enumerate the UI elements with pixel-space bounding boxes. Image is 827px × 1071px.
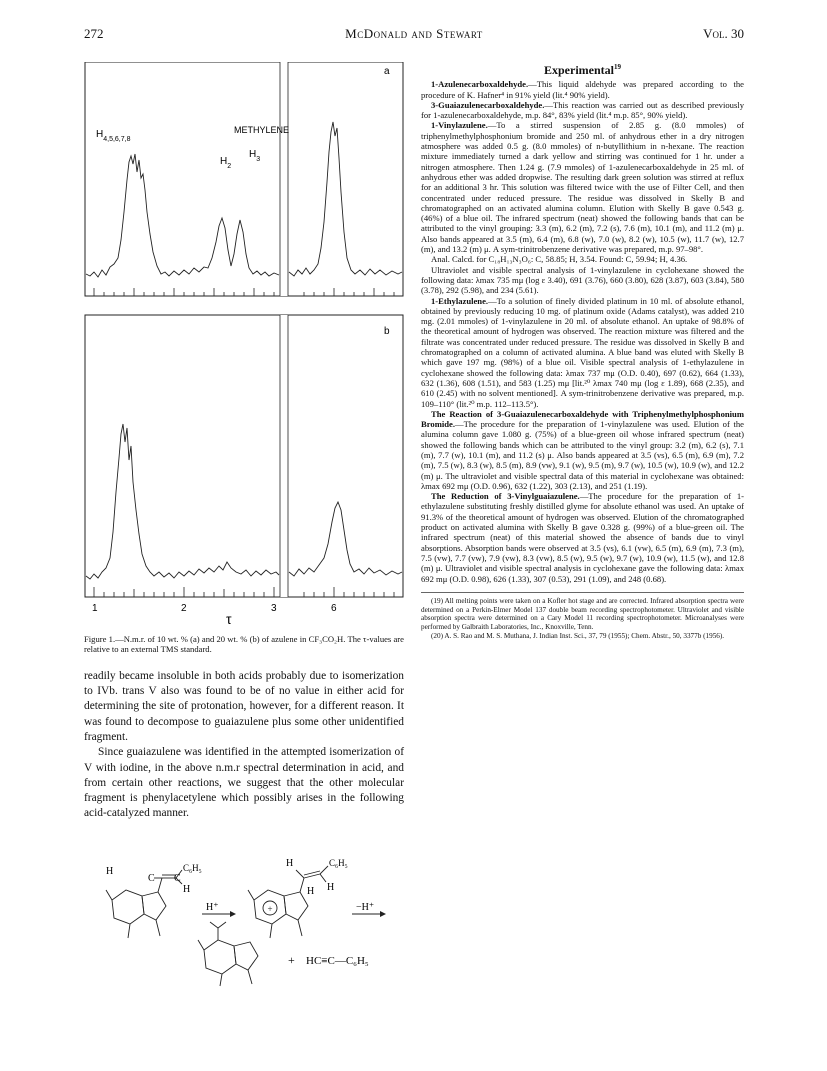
axis-tick-2: 2 [181,603,187,614]
peak-label-h45678: $H_{4,5,6,7,8}$ [96,129,131,143]
scheme-minus-h: −H⁺ [356,901,375,913]
panel-b-scale [86,587,402,597]
left-column [84,62,404,988]
methylene-trace-b [289,502,402,576]
spectrum-trace-a [86,154,279,277]
phenylacetylene-formula: HC≡C—C₆H₅ [306,954,369,967]
left-paragraph-2: Since guaiazulene was identified in the attempted isomerization of V with iodine, in the above n.m.r spectral determination in acid, and from certain other reactions, we suggest that the other molecular fragment is phenylacetylene which possibly arises in the following acid-catalyzed manner. [84,746,404,820]
azulene-structure-1 [106,870,182,938]
methylene-label: METHYLENE [234,125,290,135]
left-paragraph-1: readily became insoluble in both acids probably due to isomerization to IVb. trans V also was found to be of no value in either acid for determining the site of protonation, however, for a different reason. It was found to decompose to guaiazulene plus some other unidentified fragment. [84,669,404,743]
scheme-c6h5-mid: C₆H₅ [329,857,348,868]
experimental-para-1: 1-Azulenecarboxaldehyde.—This liquid aldehyde was prepared according to the procedure of K. Hafner⁴ in 91% yield (lit.⁴ 90% yield). [421,79,744,100]
volume-label: Vol. 30 [703,26,744,41]
page-header [84,26,744,46]
axis-tick-6: 6 [331,603,337,614]
axis-symbol: τ [226,611,232,627]
peak-label-h3: $H_3$ [249,149,261,163]
scheme-plus: + [288,952,295,967]
guaiazulene-structure [198,922,258,986]
svg-text:+: + [267,903,273,914]
scheme-h-mid3: H [307,885,315,897]
panel-b-label: b [384,326,390,337]
panel-a-scale [86,288,402,296]
footnotes [421,592,744,641]
footnote-20: (20) A. S. Rao and M. S. Muthana, J. Indian Inst. Sci., 37, 79 (1955); Chem. Abstr., 50, 3377b (1956). [431,632,725,641]
left-body-text [84,669,404,822]
reaction-scheme [84,828,404,988]
experimental-para-4: Anal. Calcd. for C₁₈H₁₃N₃O₆: C, 58.85; H, 3.54. Found: C, 59.94; H, 4.36. [431,254,688,265]
right-column [421,62,744,641]
spectrum-trace-b [86,424,279,579]
scheme-plus-h: H⁺ [206,901,219,913]
scheme-h-left2: H [183,883,191,895]
scheme-h-left: H [106,865,114,877]
methylene-trace-a [289,122,402,276]
experimental-heading: Experimental$^{19}$ [544,63,621,77]
axis-tick-1: 1 [92,603,98,614]
footnote-19: (19) All melting points were taken on a Kofler hot stage and are corrected. Infrared absorption spectra were determined on a Perkin-Elmer Model 137 double beam recording spectrophotometer. Ultraviolet and visible absorption spectra were determined on a Cary Model 11 recording spectrophotometer. Microanalyses were performed by Galbraith Laboratories, Inc., Knoxville, Tenn. [421,596,744,632]
peak-label-h2: $H_2$ [220,156,232,170]
experimental-para-2: 3-Guaiazulenecarboxaldehyde.—This reaction was carried out as described previously for 1-azulenecarboxaldehyde, m.p. 84°, 83% yield (lit.⁴ m.p. 85°, 90% yield). [421,99,744,121]
page-number: 272 [84,26,104,41]
panel-b-frame [85,315,403,597]
experimental-para-5: Ultraviolet and visible spectral analysis of 1-vinylazulene in cyclohexane showed the following data: λmax 735 mμ (log ε 3.40), 691 (3.76), 660 (3.80), 628 (3.87), 603 (3.84), 580 (3.78), 292 (5.98), and 234 (5.61). [421,264,744,296]
scheme-c6h5-left: C₆H₅ [183,862,202,873]
experimental-para-3: 1-Vinylazulene.—To a stirred suspension of 2.85 g. (8.0 mmoles) of triphenylmethylphosphonium bromide and 250 ml. of anhydrous ether in a dry nitrogen atmosphere was added 0.5 g. (8.0 mmoles) of n-butyllithium in n-hexane. The reaction mixture immediately turned a dark yellow and stirring was continued for 1 hr. under a nitrogen atmosphere. Then 1.24 g. (7.9 mmoles) of 1-azulenecarboxaldehyde in 25 ml. of anhydrous ether was added dropwise. The resulting dark green solution was stirred at reflux for an additional 3 hr. This solution was filtered twice with the use of Filter Cell, and then concentrated under reduced pressure. The residue was dissolved in Skelly B and chromatographed on an activated alumina column. Elution with Skelly B gave 0.543 g. (46%) of a blue oil. The infrared spectrum (neat) showed the following bands that can be attributed to the vinyl grouping: 3.3 (m), 6.2 (m), 7.2 (s), 7.6 (m), 10.1 (m), and 11.2 (m) μ. Also bands appeared at 3.5 (m), 6.4 (m), 6.8 (w), 7.0 (w), 8.2 (w), 10.5 (w), 11.7 (w), 12.7 (m), and 13.2 (m) μ. A sym-trinitrobenzene derivative was prepared, m.p. 97–98°. [421,120,744,255]
azulene-structure-2 [248,866,328,938]
scheme-h-mid: H [286,857,294,869]
experimental-para-7: The Reaction of 3-Guaiazulenecarboxaldehyde with Triphenylmethylphosphonium Bromide.—The procedure for the preparation of 1-vinylazulene was used. Elution of the alumina column gave 1.080 g. (75%) of a blue-green oil whose infrared spectrum (neat) showed the following bands which can be attributed to the vinyl group: 3.2 (m), 6.2 (s), 7.1 (m), 7.7 (w), 10.1 (m), and 11.2 (s) μ. Also bands appeared at 3.5 (vs), 6.5 (m), 6.9 (m), 7.2 (m), 7.5 (w), 8.3 (w), 8.5 (m), 8.9 (vw), 9.1 (w), 9.5 (m), 9.7 (w), 10.5 (w), 10.9 (w), and 12.2 (m) μ. The ultraviolet and visible spectral data of this material in cyclohexane was obtained: λmax 692 mμ (O.D. 0.96), 632 (1.22), 303 (2.13), and 251 (1.19). [421,408,744,491]
panel-a-frame [85,62,403,296]
axis-tick-3: 3 [271,603,277,614]
scheme-c-left2: C [174,872,181,884]
experimental-para-6: 1-Ethylazulene.—To a solution of finely divided platinum in 10 ml. of absolute ethanol, obtained by previously reducing 10 mg. of platinum oxide (Adams catalyst), was added 210 mg. (2.01 mmoles) of 1-vinylazulene in 20 ml. of absolute ethanol. An uptake of 98.8% of the theoretical amount of hydrogen was observed. The reaction mixture was filtered and the filtrate was concentrated under reduced pressure. The residue was dissolved in Skelly B and chromatographed on a column of activated alumina. A blue band was eluted with Skelly B which gave 197 mg. (98%) of a blue oil. Visible spectral analysis of 1-ethylazulene in cyclohexane showed the following data: λmax 737 mμ (O.D. 0.40), 697 (0.62), 664 (1.33), 632 (1.36), 608 (1.51), and 583 (1.25) mμ [lit.²⁰ λmax 740 mμ (log ε 1.89), 668 (2.35), and 610 (2.45) with no solvent mentioned]. A sym-trinitrobenzene derivative was prepared, m.p. 109–110° (lit.²⁰ m.p. 112–113.5°). [421,295,744,409]
panel-a-label: a [384,66,390,77]
experimental-para-8: The Reduction of 3-Vinylguaiazulene.—The procedure for the preparation of 1-ethylazulene substituting freshly distilled glyme for absolute ethanol was used. An uptake of 91.3% of the theoretical amount of hydrogen was observed. Elution of the chromatographed product on activated alumina with Skelly B gave 0.328 g. (99%) of a blue-green oil. The infrared spectrum (neat) of this material showed the absence of bands due to vinyl absorptions. Absorption bands were observed at 3.5 (vs), 6.1 (vw), 6.5 (m), 6.9 (m), 7.3 (m), 7.5 (vw), 7.7 (vw), 7.9 (vw), 8.3 (vw), 8.5 (w), 9.5 (w), 9.7 (w), 10.9 (w), 11.5 (w), and 12.8 (m) μ. Ultraviolet and visible spectral analysis in cyclohexane gave the following data: λmax 692 mμ (O.D. 0.98), 626 (1.33), 307 (0.53), 291 (1.09), and 248 (0.68). [421,491,744,584]
scheme-c-left1: C [148,872,155,884]
nmr-figure [84,62,404,630]
figure-caption: Figure 1.—N.m.r. of 10 wt. % (a) and 20 wt. % (b) of azulene in CF₃CO₂H. The τ-values are relative to an external TMS standard. [84,634,404,655]
scheme-h-mid2: H [327,881,335,893]
running-title: McDonald and Stewart [345,26,483,41]
